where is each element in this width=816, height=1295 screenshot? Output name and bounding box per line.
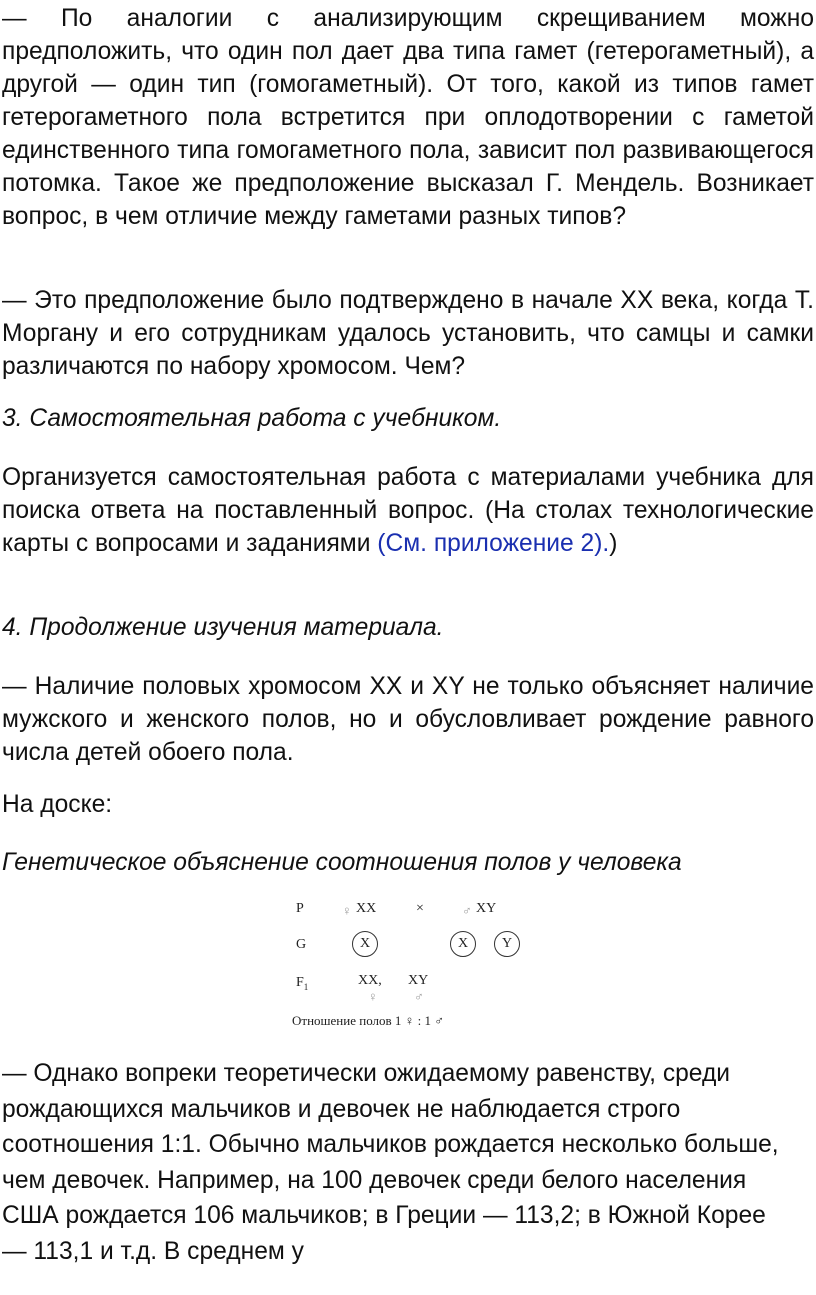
male-symbol: ♂ xyxy=(462,903,472,918)
paragraph-textbook-work xyxy=(2,461,814,560)
paragraph-textbook-text: Организуется самостоятельная работа с материалами учебника для поиска ответа на поставленный вопрос. (На столах технологические карты с вопросами и заданиями xyxy=(2,464,814,557)
offspring-male-genotype: XY xyxy=(408,973,429,988)
paragraph-sex-chromosomes: — Наличие половых хромосом XX и XY не только объясняет наличие мужского и женского полов, но и обусловливает рождение равного числа детей обоего пола. xyxy=(2,673,814,766)
gamete-male-x-label: X xyxy=(457,936,469,951)
appendix-link[interactable]: (См. приложение 2). xyxy=(377,530,610,557)
gamete-male-x-circle xyxy=(450,931,476,957)
row-f-label: $F_1$ xyxy=(296,975,309,992)
gamete-female-circle xyxy=(352,931,378,957)
gamete-male-y-circle xyxy=(494,931,520,957)
female-symbol: ♀ xyxy=(342,903,352,918)
offspring-male-symbol: ♂ xyxy=(414,989,424,1004)
row-p-label: P xyxy=(296,901,304,916)
male-genotype: XY xyxy=(476,901,497,916)
offspring-female-genotype: XX, xyxy=(358,973,382,988)
cross-sign: × xyxy=(416,901,424,916)
section-heading-continue-study: 4. Продолжение изучения материала. xyxy=(2,614,444,641)
female-genotype: XX xyxy=(356,901,377,916)
paragraph-morgan-discovery: — Это предположение было подтверждено в начале XX века, когда Т. Моргану и его сотрудникам удалось установить, что самцы и самки различаются по набору хромосом. Чем? xyxy=(2,287,814,380)
gamete-male-y-label: Y xyxy=(501,936,513,951)
gamete-female-label: X xyxy=(359,936,371,951)
paragraph-textbook-end: ) xyxy=(609,530,618,557)
row-g-label: G xyxy=(296,937,307,952)
paragraph-on-board: На доске: xyxy=(2,791,113,818)
section-heading-independent-work: 3. Самостоятельная работа с учебником. xyxy=(2,405,502,432)
sex-ratio-text: Отношение полов 1 ♀ : 1 ♂ xyxy=(292,1013,445,1028)
offspring-female-symbol: ♀ xyxy=(368,989,378,1004)
paragraph-gamete-hypothesis: — По аналогии с анализирующим скрещиванием можно предположить, что один пол дает два типа гамет (гетерогаметный), а другой — один тип (гомогаметный). От того, какой из типов гамет гетерогаметного пола встретится при оплодотворении с гаметой единственного типа гомогаметного пола, зависит пол развивающегося потомка. Такое же предположение высказал Г. Мендель. Возникает вопрос, в чем отличие между гаметами разных типов? xyxy=(2,5,814,230)
paragraph-ratio-deviation: — Однако вопреки теоретически ожидаемому равенству, среди рождающихся мальчиков и девочек не наблюдается строго соотношения 1:1. Обычно мальчиков рождается несколько больше, чем девочек. Например, на 100 девочек среди белого населения США рождается 106 мальчиков; в Греции — 113,2; в Южной Корее — 113,1 и т.д. В среднем у xyxy=(2,1060,779,1265)
genetic-scheme-figure xyxy=(290,897,540,1037)
figure-caption-sex-ratio: Генетическое объяснение соотношения полов у человека xyxy=(2,849,682,876)
